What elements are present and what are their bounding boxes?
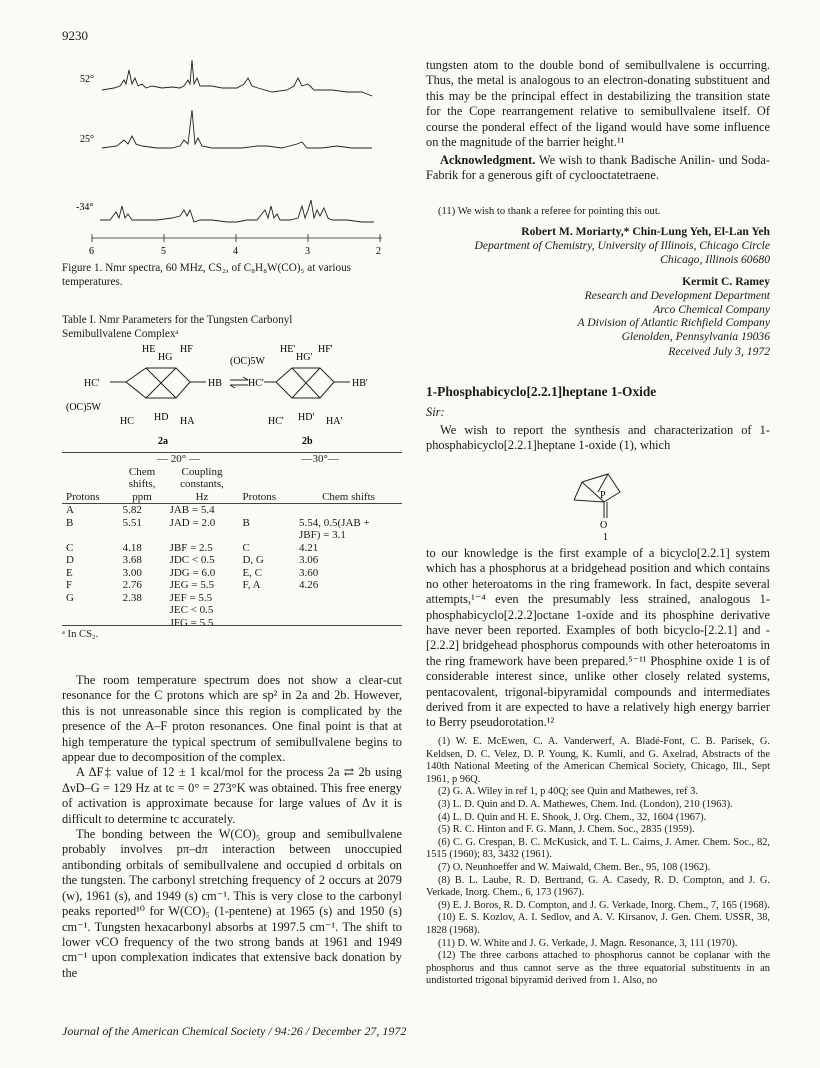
ref-3: (3) L. D. Quin and D. A. Mathewes, Chem. Ind. (London), 210 (1963). [438,798,733,810]
table-cell: JEC < 0.5 [169,604,214,616]
article-title: 1-Phosphabicyclo[2.2.1]heptane 1-Oxide [426,384,657,399]
table-cell [62,529,119,542]
svg-text:HC': HC' [268,416,284,427]
table-cell: 4.26 [299,579,319,591]
table-cell [238,592,295,605]
table-cell [295,604,402,617]
svg-text:2a: 2a [158,436,168,447]
nmr-table: — 20° — —30°— Chem Coupling shifts, constants, Protons ppm Hz Protons Chem shifts A 5.82 JAB = 5.4 B 5.51 JAD = 2.0 B 5.54, 0.5(JAB + JBF) = 3.1 C 4.18 JBF = 2.5 C 4.21 D 3.68 JDC < 0.5 D, G 3.06 E 3.00 JDG = 6.0 E, C 3.60 F 2.76 JEG = 5.5 F, A 4.26 G 2.38 JEF = 5.5 JEC < 0.5 JFG = 5.5 [62,453,402,629]
spectrum-trace-52 [102,60,372,96]
table-row [62,604,402,617]
svg-text:HD': HD' [298,412,315,423]
svg-text:2b: 2b [302,436,313,447]
ref-2: (2) G. A. Wiley in ref 1, p 40Q; see Quin and Mathewes, ref 3. [438,786,698,798]
ack-heading: Acknowledgment. [440,153,536,167]
svg-text:P: P [600,490,606,501]
figure-caption: Figure 1. Nmr spectra, 60 MHz, CS₂, of C₈H₈W(CO)₅ at various temperatures. [62,262,352,288]
svg-text:HA: HA [180,416,195,427]
table-cell: JDG = 6.0 [169,566,216,579]
references [426,736,770,988]
ref-4: (4) L. D. Quin and H. E. Shook, J. Org. Chem., 32, 1604 (1967). [438,811,707,823]
table-cell [238,504,295,517]
table-cell: JAD = 2.0 [169,516,216,529]
table-footnote: ᵃ In CS₂. [62,629,99,640]
table-cell: E [66,566,73,579]
author-2: Kermit C. Ramey [682,275,770,288]
table-row [62,592,402,605]
table-cell: JBF = 2.5 [169,541,213,554]
right-top-paragraph: tungsten atom to the double bond of semibullvalene is occurring. Thus, the metal is analogous to an electron-donating substituent and this may be the principal effect in destabilizing the transition state for the Cope rearrangement relative to semibullvalene itself. Of course the ponderal effect of the ligand would have some influence on the magnitude of the barrier height.¹¹ [426,58,770,150]
ref-8: (8) B. L. Laube, R. D. Bertrand, G. A. Casedy, R. D. Compton, and J. G. Verkade, Inorg. Chem., 6, 173 (1967). [426,874,770,899]
table-cell: B [242,516,250,529]
svg-text:HE: HE [142,344,156,355]
left-body [62,673,402,981]
main-body-paragraph: to our knowledge is the first example of a bicyclo[2.2.1] system which has a phosphorus at a bridgehead position and which contains no other heteroatoms in the ring framework. In fact, despite several attempts,¹⁻⁴ even the presumably less strained, analogous 1-phosphabicyclo[2.2.2]octane 1-oxide and its phosphine derivative have never been reported. Examples of both bicyclo-[2.2.1] and -[2.2.2] bridgehead phosphorus compounds with other heteroatoms in the ring framework have been prepared.⁵⁻¹¹ Phosphine oxide 1 is of considerable interest since, unlike other closely related systems, pentacovalent, trigonal-bipyramidal compounds and intermediates derived from it are expected to have a relatively high energy barrier to Berry pseudorotation.¹² [426,546,770,730]
compound-1-structure [560,466,650,542]
equilibrium-arrow [230,377,248,388]
table-cell: 5.82 [122,504,142,516]
temp-label-52: 52° [80,74,94,85]
table-cell: JEF = 5.5 [169,591,213,604]
table-cell: JBF) = 3.1 [299,529,346,541]
table-cell: C [66,541,74,554]
table-cell: F, A [242,579,261,591]
ppm-tick-4: 4 [233,246,238,257]
ref-12: (12) The three carbons attached to phosphorus cannot be coplanar with the phosphorus and thus cannot serve as the three equatorial substituents in an undistorted trigonal bipyramid derived from 1. Also, no [426,950,770,987]
table-row [62,579,402,592]
acknowledgment [426,153,770,184]
table-cell: 3.60 [299,566,319,579]
spectrum-trace-25 [102,110,372,148]
temp-label-minus34: -34° [76,202,94,213]
svg-text:HC': HC' [84,378,100,389]
table-cell [238,604,295,617]
table-row [62,617,402,630]
authors-1: Robert M. Moriarty,* Chin-Lung Yeh, El-Lan Yeh [521,225,770,238]
table-row [62,567,402,580]
table-cell: 4.21 [299,541,319,554]
table-cell [119,617,166,630]
table-cell [238,529,295,542]
table-cell: JAB = 5.4 [169,504,215,516]
table-cell: C [242,541,250,554]
nmr-table-body [62,504,402,630]
svg-text:HB': HB' [352,378,368,389]
ref-11: (11) D. W. White and J. G. Verkade, J. Magn. Resonance, 3, 111 (1970). [438,937,738,949]
table-cell: 5.54, 0.5(JAB + [299,516,370,529]
ref-7: (7) O. Neunhoeffer and W. Maiwald, Chem. Ber., 95, 108 (1962). [438,861,711,873]
table-row [62,504,402,517]
intro-paragraph: We wish to report the synthesis and characterization of 1-phosphabicyclo[2.2.1]heptane 1-oxide (1), which [426,423,770,453]
table-cell: D, G [242,554,264,566]
structure-2b [230,344,368,447]
ack-body: We wish to thank Badische Anilin- und Soda-Fabrik for a generous gift of cyclooctatetraene. [426,153,771,183]
table-cell [166,529,239,542]
table-cell: B [66,516,74,529]
paragraph-bonding: The bonding between the W(CO)₅ group and semibullvalene probably involves pπ–dπ interaction between unoccupied antibonding orbitals of semibullvalene and occupied d orbitals on the tungsten. The carbonyl stretching frequency of 2 occurs at 2079 (w), 1961 (s), and 1949 (s) cm⁻¹. This is very close to the carbonyl peaks reported¹⁰ for W(CO)₅ (1-pentene) at 1965 (s) and 1950 (s) cm⁻¹. Tungsten hexacarbonyl absorbs at 1997.5 cm⁻¹. The shift to lower νCO frequency of the two strong bands at 1961 and 1949 cm⁻¹ upon complexation indicates that extensive back donation by the [62,827,402,980]
svg-text:HG': HG' [296,352,313,363]
svg-text:HC: HC [120,416,134,427]
svg-text:HC': HC' [248,378,264,389]
table-cell: G [66,591,74,604]
table-cell: E, C [242,566,263,579]
ref-9: (9) E. J. Boros, R. D. Compton, and J. G. Verkade, Inorg. Chem., 7, 165 (1968). [438,899,770,911]
spectrum-trace-minus34 [100,200,374,222]
svg-text:(OC)5W: (OC)5W [66,402,101,413]
ref-1: (1) W. E. McEwen, C. A. Vanderwerf, A. Bladé-Font, C. B. Parisek, G. Keldsen, D. C. Velez, D. P. Young, K. Kumli, and G. Axelrad, Abstracts of the 140th National Meeting of the American Chemical Society, Chicago, Ill., Sept 1961, p 96Q. [426,736,770,785]
ppm-tick-2: 2 [376,246,381,257]
table-cell [62,617,119,630]
ppm-tick-6: 6 [89,246,94,257]
journal-footer: Journal of the American Chemical Society / 94:26 / December 27, 1972 [62,1024,407,1038]
table-cell [295,504,402,517]
temp-label-25: 25° [80,134,94,145]
received-date: Received July 3, 1972 [668,345,770,358]
ppm-tick-5: 5 [161,246,166,257]
table-cell: 4.18 [122,541,142,554]
table-cell: F [66,579,73,591]
svg-text:HE': HE' [280,344,296,355]
svg-text:HB: HB [208,378,222,389]
table-cell: 3.06 [299,554,319,566]
table-row [62,554,402,567]
table-cell: 3.68 [122,554,142,566]
ref-10: (10) E. S. Kozlov, A. I. Sedlov, and A. V. Kirsanov, J. Gen. Chem. USSR, 38, 1828 (1968). [426,912,770,936]
table-rule-bottom [62,625,402,626]
affiliation-1: Department of Chemistry, University of Illinois, Chicago Circle Chicago, Illinois 60680 [474,239,770,266]
table-cell: 5.51 [122,516,142,529]
svg-text:1: 1 [603,532,608,543]
table-cell [238,617,295,630]
svg-text:HA': HA' [326,416,343,427]
paragraph-free-energy: A ΔF‡ value of 12 ± 1 kcal/mol for the process 2a ⇄ 2b using ΔνD–G = 129 Hz at tc = 0° = 273°K was obtained. This free energy of activation is approximate because for large values of Δν it is difficult to determine tc accurately. [62,765,402,826]
svg-text:HF: HF [180,344,193,355]
table-cell: 3.00 [122,566,142,579]
structure-scheme [66,340,400,450]
table-row [62,542,402,555]
paragraph-room-temp: The room temperature spectrum does not show a clear-cut resonance for the C protons which are sp² in 2a and 2b. However, this is not unreasonable since this region is complicated by the presence of the A–F proton resonances. One final point is that at high temperature the typical spectrum of semibullvalene begins to appear due to decomposition of the complex. [62,673,402,765]
table-cell: 2.76 [122,579,142,591]
ppm-tick-3: 3 [305,246,310,257]
svg-text:O: O [600,520,608,531]
ref-11-top: (11) We wish to thank a referee for pointing this out. [438,206,661,217]
table-row [62,517,402,530]
nmr-spectra-figure [62,40,406,262]
table-cell: 2.38 [122,591,142,604]
table-cell: JDC < 0.5 [169,554,215,566]
table-cell [295,617,402,630]
structure-2a [66,344,222,447]
table-cell [119,529,166,542]
table-cell [119,604,166,617]
svg-text:HD: HD [154,412,169,423]
table-cell: JFG = 5.5 [169,616,214,629]
svg-text:(OC)5W: (OC)5W [230,356,265,367]
table-title: Table I. Nmr Parameters for the Tungsten Carbonyl Semibullvalene Complexᵃ [62,314,293,340]
affiliation-2: Research and Development Department Arco Chemical Company A Division of Atlantic Richfield Company Glenolden, Pennsylvania 19036 [577,289,770,343]
svg-text:HF': HF' [318,344,333,355]
table-cell [62,604,119,617]
ref-6: (6) C. G. Crespan, B. C. McKusick, and T. L. Cairns, J. Amer. Chem. Soc., 82, 1515 (1960); 83, 3432 (1961). [426,836,770,861]
table-cell: JEG = 5.5 [169,579,214,591]
svg-text:HG: HG [158,352,173,363]
sir: Sir: [426,405,445,419]
table-cell: A [66,504,74,516]
table-row [62,529,402,542]
table-cell: D [66,554,74,566]
table-cell [295,592,402,605]
page-number: 9230 [62,28,88,43]
ref-5: (5) R. C. Hinton and F. G. Mann, J. Chem. Soc., 2835 (1959). [438,824,695,836]
